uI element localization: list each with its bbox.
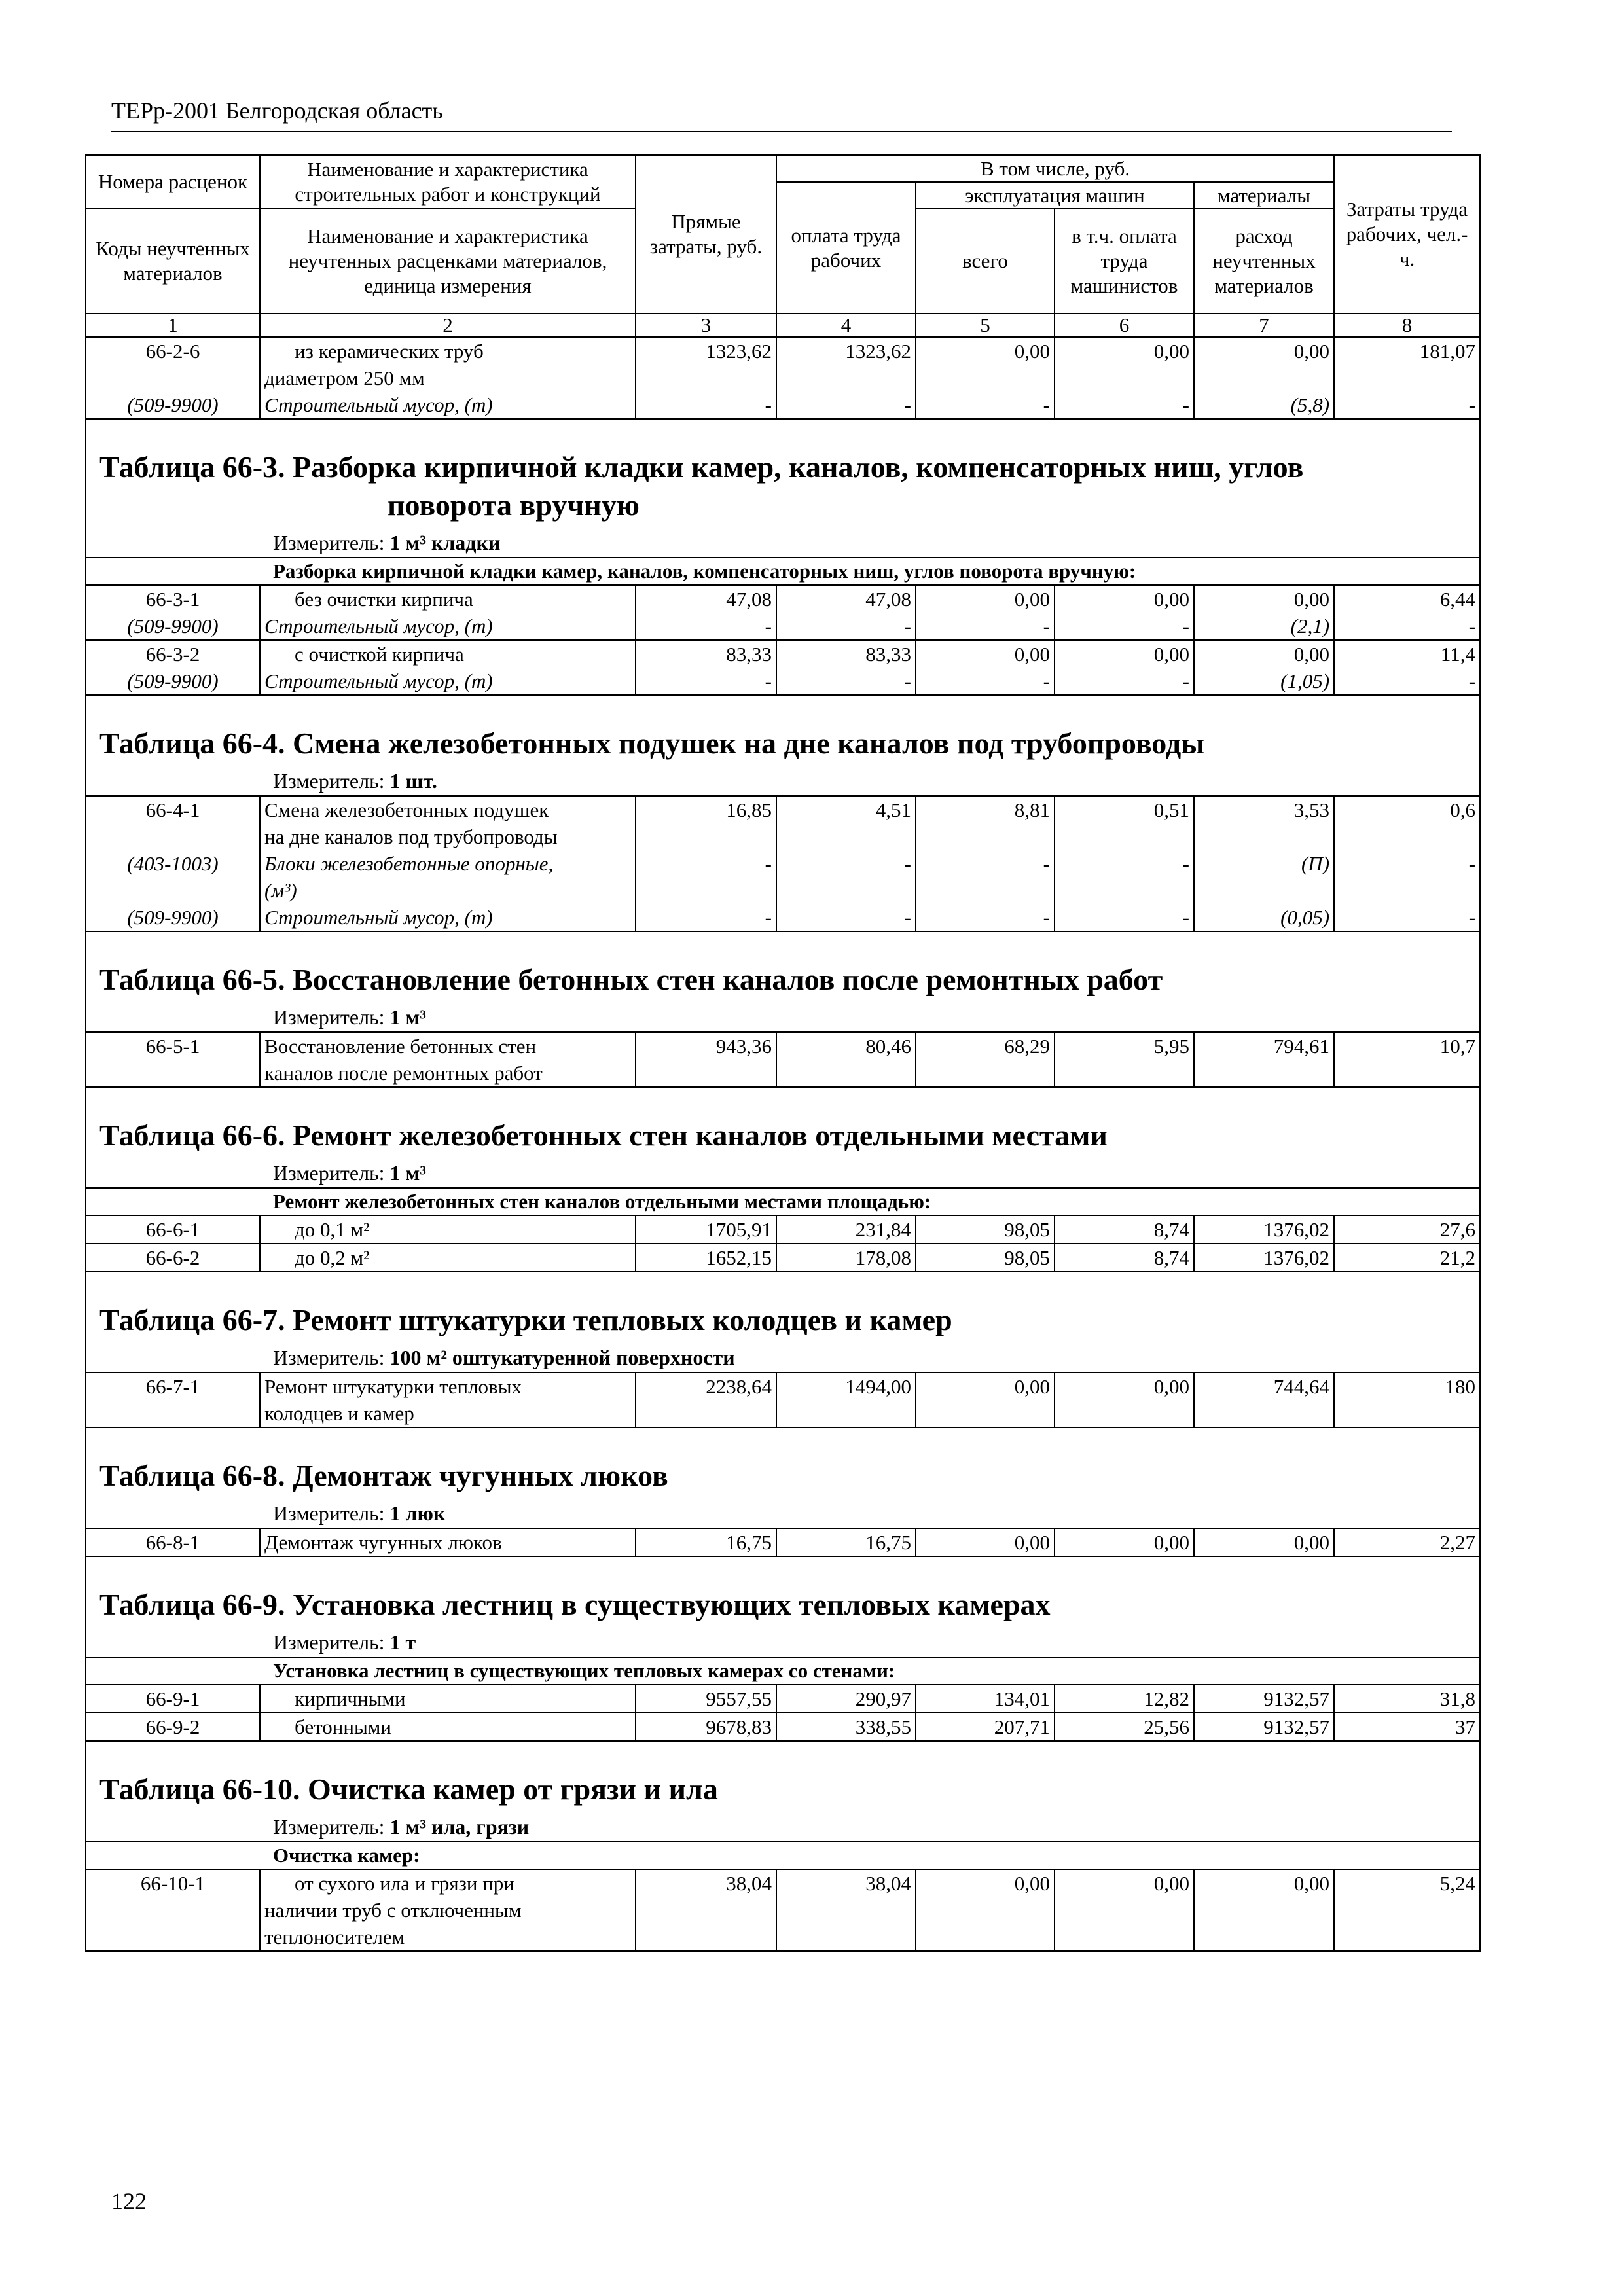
hdr-ekspl: эксплуатация машин — [916, 182, 1194, 209]
measure-66-8: Измеритель: 1 люк — [86, 1499, 1480, 1528]
val-rashod: (5,8) — [1194, 391, 1334, 419]
col-number: 3 — [636, 314, 776, 337]
val-zatraty: 2,27 — [1334, 1528, 1480, 1556]
table-title-66-8: Таблица 66-8. Демонтаж чугунных люков — [86, 1427, 1480, 1499]
val-pryamye: 9678,83 — [636, 1713, 776, 1741]
val-rashod: (1,05) — [1194, 668, 1334, 695]
val-mashinisty: - — [1055, 668, 1194, 695]
val-pryamye: 943,36 — [636, 1032, 776, 1087]
val-materialy: 3,53 — [1194, 796, 1334, 850]
val-zatraty: - — [1334, 391, 1480, 419]
val-pryamye: 9557,55 — [636, 1685, 776, 1713]
val-mashinisty: 0,00 — [1055, 640, 1194, 668]
val-oplata: 1494,00 — [776, 1372, 916, 1427]
val-mashinisty: - — [1055, 613, 1194, 640]
rate-code: 66-9-1 — [86, 1685, 260, 1713]
table-title-66-5: Таблица 66-5. Восстановление бетонных стен каналов после ремонтных работ — [86, 931, 1480, 1003]
table-title-66-10: Таблица 66-10. Очистка камер от грязи и ила — [86, 1741, 1480, 1812]
material-name: Строительный мусор, (т) — [260, 904, 636, 931]
val-pryamye: - — [636, 850, 776, 904]
val-oplata: 4,51 — [776, 796, 916, 850]
measure-66-10: Измеритель: 1 м³ ила, грязи — [86, 1812, 1480, 1842]
val-oplata: 47,08 — [776, 585, 916, 613]
val-mashinisty: 0,51 — [1055, 796, 1194, 850]
val-mashinisty: 0,00 — [1055, 1869, 1194, 1951]
table-row — [86, 391, 1480, 419]
table-title-66-4: Таблица 66-4. Смена железобетонных подушек на дне каналов под трубопроводы — [86, 695, 1480, 766]
val-oplata: 1323,62 — [776, 337, 916, 391]
col-number: 6 — [1055, 314, 1194, 337]
table-title-66-9: Таблица 66-9. Установка лестниц в существующих тепловых камерах — [86, 1556, 1480, 1628]
table-row — [86, 613, 1480, 640]
hdr-rashod: расход неучтенных материалов — [1194, 209, 1334, 314]
val-zatraty: 10,7 — [1334, 1032, 1480, 1087]
material-code: (509-9900) — [86, 668, 260, 695]
val-zatraty: 180 — [1334, 1372, 1480, 1427]
table-row — [86, 1713, 1480, 1741]
val-materialy: 0,00 — [1194, 337, 1334, 391]
val-oplata: 83,33 — [776, 640, 916, 668]
val-zatraty: 11,4 — [1334, 640, 1480, 668]
hdr-pryamye: Прямые затраты, руб. — [636, 155, 776, 314]
val-oplata: 231,84 — [776, 1215, 916, 1244]
val-mashinisty: 8,74 — [1055, 1244, 1194, 1272]
table-row — [86, 337, 1480, 391]
rate-code: 66-5-1 — [86, 1032, 260, 1087]
val-pryamye: 47,08 — [636, 585, 776, 613]
table-row — [86, 1869, 1480, 1951]
val-ekspl: 207,71 — [916, 1713, 1055, 1741]
val-ekspl: 0,00 — [916, 337, 1055, 391]
val-oplata: 16,75 — [776, 1528, 916, 1556]
val-pryamye: 83,33 — [636, 640, 776, 668]
rate-name: до 0,2 м² — [260, 1244, 636, 1272]
table-row — [86, 1528, 1480, 1556]
col-number: 2 — [260, 314, 636, 337]
rate-code: 66-4-1 — [86, 796, 260, 850]
hdr-kody: Коды неучтенных материалов — [86, 209, 260, 314]
val-materialy: 0,00 — [1194, 640, 1334, 668]
val-pryamye: - — [636, 391, 776, 419]
val-pryamye: 38,04 — [636, 1869, 776, 1951]
val-materialy: 0,00 — [1194, 1528, 1334, 1556]
section-66-6: Ремонт железобетонных стен каналов отдельными местами площадью: — [86, 1188, 1480, 1215]
val-zatraty: 6,44 — [1334, 585, 1480, 613]
hdr-vtch: в т.ч. оплата труда машинистов — [1055, 209, 1194, 314]
val-pryamye: 16,75 — [636, 1528, 776, 1556]
val-ekspl: 0,00 — [916, 1528, 1055, 1556]
val-ekspl: 8,81 — [916, 796, 1055, 850]
val-ekspl: 0,00 — [916, 1372, 1055, 1427]
val-mashinisty: 12,82 — [1055, 1685, 1194, 1713]
rate-name: кирпичными — [260, 1685, 636, 1713]
val-mashinisty: 0,00 — [1055, 1528, 1194, 1556]
val-oplata: - — [776, 391, 916, 419]
val-zatraty: 5,24 — [1334, 1869, 1480, 1951]
running-header: ТЕРр-2001 Белгородская область — [111, 98, 443, 124]
material-code: (509-9900) — [86, 391, 260, 419]
val-materialy: 1376,02 — [1194, 1215, 1334, 1244]
table-row — [86, 1372, 1480, 1427]
val-pryamye: 2238,64 — [636, 1372, 776, 1427]
val-zatraty: 31,8 — [1334, 1685, 1480, 1713]
rate-name: из керамических труб диаметром 250 мм — [260, 337, 636, 391]
val-ekspl: 0,00 — [916, 1869, 1055, 1951]
rate-name: Восстановление бетонных стен каналов после ремонтных работ — [260, 1032, 636, 1087]
val-zatraty: - — [1334, 904, 1480, 931]
val-rashod: (2,1) — [1194, 613, 1334, 640]
val-rashod: (0,05) — [1194, 904, 1334, 931]
val-pryamye: 1323,62 — [636, 337, 776, 391]
val-mashinisty: 5,95 — [1055, 1032, 1194, 1087]
val-mashinisty: 8,74 — [1055, 1215, 1194, 1244]
measure-66-6: Измеритель: 1 м³ — [86, 1158, 1480, 1188]
val-ekspl: 134,01 — [916, 1685, 1055, 1713]
rate-code: 66-3-2 — [86, 640, 260, 668]
material-code: (509-9900) — [86, 613, 260, 640]
table-row — [86, 904, 1480, 931]
val-pryamye: 16,85 — [636, 796, 776, 850]
hdr-naim-works: Наименование и характеристика строительных работ и конструкций — [260, 155, 636, 209]
rate-name: Ремонт штукатурки тепловых колодцев и камер — [260, 1372, 636, 1427]
rate-code: 66-6-1 — [86, 1215, 260, 1244]
table-row — [86, 850, 1480, 904]
val-mashinisty: - — [1055, 850, 1194, 904]
table-title-66-3: Таблица 66-3. Разборка кирпичной кладки камер, каналов, компенсаторных ниш, углов поворота вручную — [86, 419, 1480, 528]
rate-code: 66-6-2 — [86, 1244, 260, 1272]
hdr-zatraty: Затраты труда рабочих, чел.-ч. — [1334, 155, 1480, 314]
table-row — [86, 1244, 1480, 1272]
hdr-vsego: всего — [916, 209, 1055, 314]
hdr-v-tom-chisle: В том числе, руб. — [776, 155, 1334, 182]
hdr-materialy: материалы — [1194, 182, 1334, 209]
rate-name: бетонными — [260, 1713, 636, 1741]
hdr-oplata: оплата труда рабочих — [776, 182, 916, 314]
material-code: (403-1003) — [86, 850, 260, 904]
rate-name: от сухого ила и грязи при наличии труб с отключенным теплоносителем — [260, 1869, 636, 1951]
rate-name: с очисткой кирпича — [260, 640, 636, 668]
measure-66-4: Измеритель: 1 шт. — [86, 766, 1480, 796]
val-pryamye: 1705,91 — [636, 1215, 776, 1244]
rate-code: 66-2-6 — [86, 337, 260, 391]
val-zatraty: - — [1334, 613, 1480, 640]
val-ekspl: - — [916, 904, 1055, 931]
col-number: 8 — [1334, 314, 1480, 337]
val-zatraty: 37 — [1334, 1713, 1480, 1741]
val-oplata: - — [776, 668, 916, 695]
col-number: 5 — [916, 314, 1055, 337]
rate-name: до 0,1 м² — [260, 1215, 636, 1244]
rate-code: 66-9-2 — [86, 1713, 260, 1741]
val-ekspl: - — [916, 613, 1055, 640]
val-oplata: - — [776, 850, 916, 904]
section-66-3: Разборка кирпичной кладки камер, каналов, компенсаторных ниш, углов поворота вручную: — [86, 558, 1480, 585]
val-mashinisty: 0,00 — [1055, 1372, 1194, 1427]
material-name: Строительный мусор, (т) — [260, 668, 636, 695]
val-zatraty: - — [1334, 668, 1480, 695]
table-row — [86, 1685, 1480, 1713]
val-ekspl: 98,05 — [916, 1244, 1055, 1272]
val-ekspl: 0,00 — [916, 640, 1055, 668]
val-materialy: 0,00 — [1194, 585, 1334, 613]
val-materialy: 9132,57 — [1194, 1713, 1334, 1741]
header-rule — [111, 131, 1452, 132]
table-title-66-7: Таблица 66-7. Ремонт штукатурки тепловых колодцев и камер — [86, 1272, 1480, 1343]
val-materialy: 0,00 — [1194, 1869, 1334, 1951]
measure-66-9: Измеритель: 1 т — [86, 1628, 1480, 1657]
val-ekspl: - — [916, 391, 1055, 419]
val-zatraty: 27,6 — [1334, 1215, 1480, 1244]
val-mashinisty: - — [1055, 391, 1194, 419]
val-mashinisty: 0,00 — [1055, 585, 1194, 613]
rate-name: без очистки кирпича — [260, 585, 636, 613]
val-zatraty: 0,6 — [1334, 796, 1480, 850]
page-number: 122 — [111, 2188, 147, 2214]
val-ekspl: - — [916, 850, 1055, 904]
rate-code: 66-8-1 — [86, 1528, 260, 1556]
col-number: 1 — [86, 314, 260, 337]
rate-code: 66-7-1 — [86, 1372, 260, 1427]
rates-table — [85, 154, 1481, 1952]
val-materialy: 1376,02 — [1194, 1244, 1334, 1272]
val-materialy: 794,61 — [1194, 1032, 1334, 1087]
section-66-10: Очистка камер: — [86, 1842, 1480, 1869]
val-ekspl: 0,00 — [916, 585, 1055, 613]
table-row — [86, 796, 1480, 850]
col-number: 4 — [776, 314, 916, 337]
measure-66-3: Измеритель: 1 м³ кладки — [86, 528, 1480, 558]
hdr-nomera: Номера расценок — [86, 155, 260, 209]
rate-code: 66-10-1 — [86, 1869, 260, 1951]
val-mashinisty: - — [1055, 904, 1194, 931]
val-ekspl: 68,29 — [916, 1032, 1055, 1087]
val-mashinisty: 0,00 — [1055, 337, 1194, 391]
rate-name: Демонтаж чугунных люков — [260, 1528, 636, 1556]
val-oplata: 290,97 — [776, 1685, 916, 1713]
material-name: Блоки железобетонные опорные, (м³) — [260, 850, 636, 904]
section-66-9: Установка лестниц в существующих тепловых камерах со стенами: — [86, 1657, 1480, 1685]
measure-66-7: Измеритель: 100 м² оштукатуренной поверхности — [86, 1343, 1480, 1372]
table-row — [86, 668, 1480, 695]
val-zatraty: 21,2 — [1334, 1244, 1480, 1272]
val-oplata: 38,04 — [776, 1869, 916, 1951]
val-pryamye: 1652,15 — [636, 1244, 776, 1272]
val-rashod: (П) — [1194, 850, 1334, 904]
material-name: Строительный мусор, (т) — [260, 391, 636, 419]
val-materialy: 9132,57 — [1194, 1685, 1334, 1713]
rate-name: Смена железобетонных подушек на дне каналов под трубопроводы — [260, 796, 636, 850]
val-materialy: 744,64 — [1194, 1372, 1334, 1427]
val-ekspl: - — [916, 668, 1055, 695]
measure-66-5: Измеритель: 1 м³ — [86, 1003, 1480, 1032]
val-zatraty: - — [1334, 850, 1480, 904]
val-pryamye: - — [636, 904, 776, 931]
val-mashinisty: 25,56 — [1055, 1713, 1194, 1741]
hdr-naim-mat: Наименование и характеристика неучтенных расценками материалов, единица измерения — [260, 209, 636, 314]
val-pryamye: - — [636, 613, 776, 640]
val-ekspl: 98,05 — [916, 1215, 1055, 1244]
material-code: (509-9900) — [86, 904, 260, 931]
val-oplata: 178,08 — [776, 1244, 916, 1272]
val-oplata: 338,55 — [776, 1713, 916, 1741]
val-zatraty: 181,07 — [1334, 337, 1480, 391]
table-row — [86, 640, 1480, 668]
rate-code: 66-3-1 — [86, 585, 260, 613]
val-pryamye: - — [636, 668, 776, 695]
material-name: Строительный мусор, (т) — [260, 613, 636, 640]
table-row — [86, 1032, 1480, 1087]
table-row — [86, 585, 1480, 613]
val-oplata: 80,46 — [776, 1032, 916, 1087]
col-number: 7 — [1194, 314, 1334, 337]
table-title-66-6: Таблица 66-6. Ремонт железобетонных стен каналов отдельными местами — [86, 1087, 1480, 1158]
table-row — [86, 1215, 1480, 1244]
val-oplata: - — [776, 904, 916, 931]
val-oplata: - — [776, 613, 916, 640]
